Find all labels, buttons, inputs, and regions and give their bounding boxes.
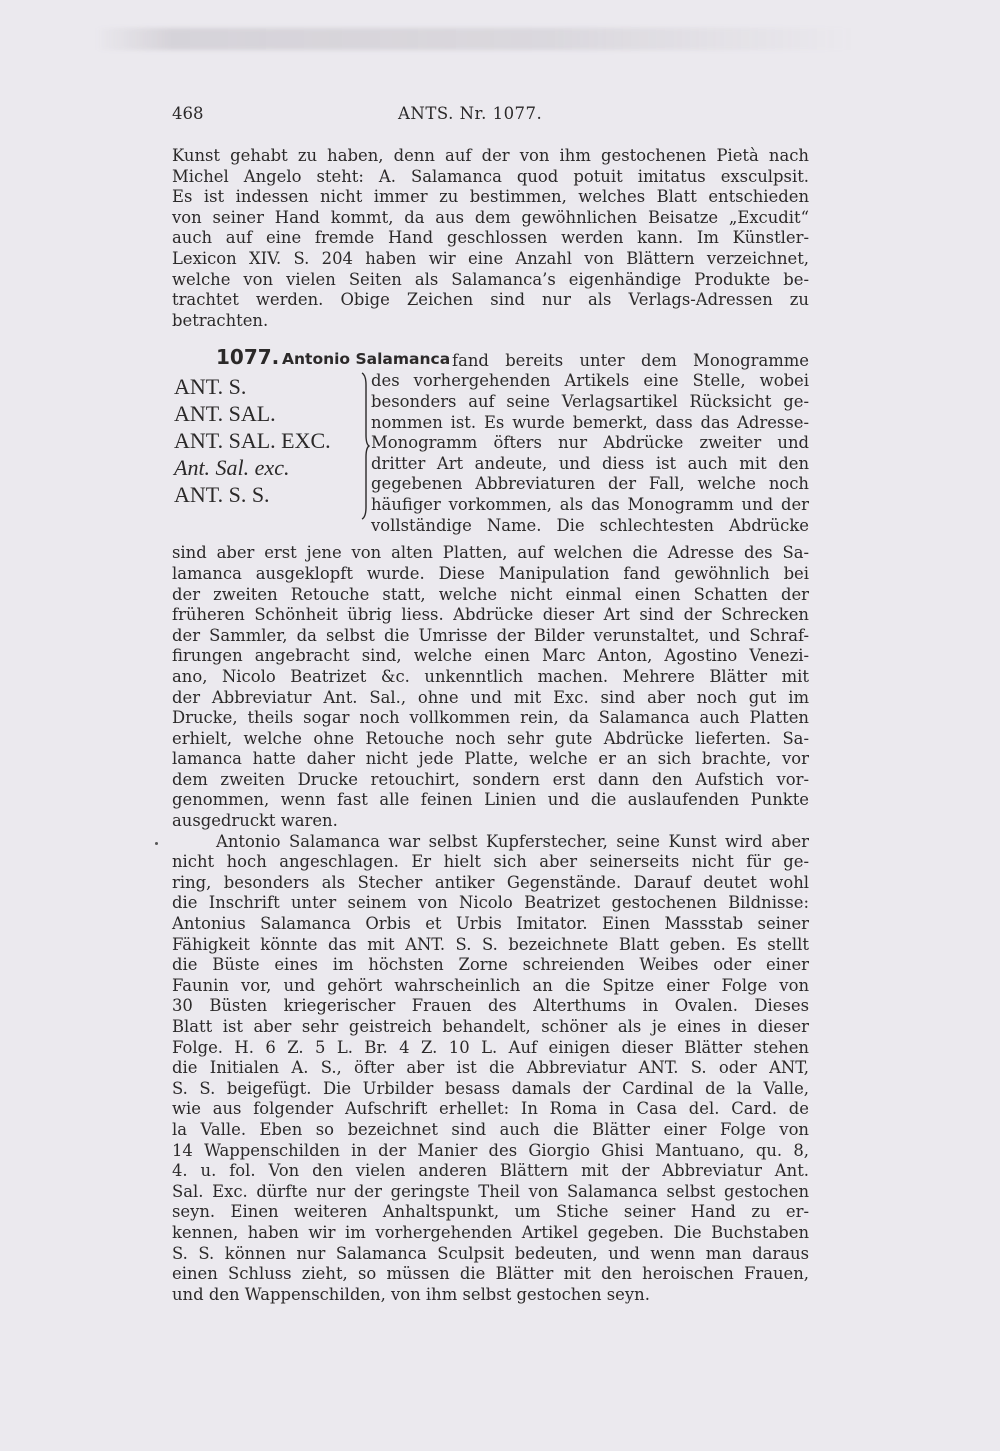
running-title: ANTS. Nr. 1077. — [398, 104, 543, 123]
text-line: sind aber erst jene von alten Platten, auf welchen die Adresse des Sa- — [172, 543, 809, 563]
monogram-mark: ANT. SAL. — [174, 401, 276, 427]
text-line: ring, besonders als Stecher antiker Gegenstände. Darauf deutet wohl — [172, 872, 809, 892]
text-line: erhielt, welche ohne Retouche noch sehr gute Abdrücke lieferten. Sa- — [172, 728, 809, 748]
text-line: von seiner Hand kommt, da aus dem gewöhnlichen Beisatze „Excudit“ — [172, 207, 809, 227]
paragraph-salamanca — [172, 832, 809, 1306]
monogram-mark: Ant. Sal. exc. — [174, 455, 290, 481]
text-line: lamanca hatte daher nicht jede Platte, welche er an sich brachte, vor — [172, 749, 809, 769]
text-line: trachtet werden. Obige Zeichen sind nur als Verlags-Adressen zu — [172, 290, 809, 310]
text-line: dritter Art andeute, und diess ist auch mit den — [371, 453, 809, 473]
text-line: firungen angebracht sind, welche einen Marc Anton, Agostino Venezi- — [172, 646, 809, 666]
text-line: Folge. H. 6 Z. 5 L. Br. 4 Z. 10 L. Auf einigen dieser Blätter stehen — [172, 1037, 809, 1057]
text-line: Faunin vor, und gehört wahrscheinlich an die Spitze einer Folge von — [172, 975, 809, 995]
text-line: 4. u. fol. Von den vielen anderen Blättern mit der Abbreviatur Ant. — [172, 1161, 809, 1181]
text-line: S. S. beigefügt. Die Urbilder besass damals der Cardinal de la Valle, — [172, 1078, 809, 1098]
text-line: die Initialen A. S., öfter aber ist die Abbreviatur ANT. S. oder ANT, — [172, 1058, 809, 1078]
text-line: die Inschrift unter seinem von Nicolo Beatrizet gestochenen Bildnisse: — [172, 893, 809, 913]
text-line: vollständige Name. Die schlechtesten Abdrücke — [371, 515, 809, 535]
text-line: der Sammler, da selbst die Umrisse der Bilder verunstaltet, und Schraf- — [172, 625, 809, 645]
page-number: 468 — [172, 104, 204, 123]
text-line: dem zweiten Drucke retouchirt, sondern erst dann den Aufstich vor- — [172, 769, 809, 789]
text-line: früheren Schönheit übrig liess. Abdrücke dieser Art sind der Schrecken — [172, 605, 809, 625]
text-line: besonders auf seine Verlagsartikel Rücksicht ge- — [371, 391, 809, 411]
text-line: Blatt ist aber sehr geistreich behandelt, schöner als je eines in dieser — [172, 1017, 809, 1036]
brace-icon — [360, 371, 370, 521]
text-line: kennen, haben wir im vorhergehenden Artikel gegeben. Die Buchstaben — [172, 1222, 809, 1242]
entry-artist-name: Antonio Salamanca — [282, 350, 451, 369]
text-line: ano, Nicolo Beatrizet &c. unkenntlich machen. Mehrere Blätter mit — [172, 666, 809, 686]
text-line: und den Wappenschilden, von ihm selbst gestochen seyn. — [172, 1284, 650, 1304]
catalog-entry-1077 — [172, 345, 809, 831]
text-line: betrachten. — [172, 310, 269, 330]
text-line: genommen, wenn fast alle feinen Linien und die auslaufenden Punkte — [172, 790, 809, 810]
text-line: Sal. Exc. dürfte nur der geringste Theil von Salamanca selbst gestochen — [172, 1181, 809, 1201]
text-line: häufiger vorkommen, als das Monogramm und der — [371, 494, 809, 514]
text-line: Lexicon XIV. S. 204 haben wir eine Anzahl von Blättern verzeichnet, — [172, 248, 809, 268]
paragraph-intro — [172, 146, 809, 331]
paragraph-continuation — [172, 543, 809, 831]
text-line: welche von vielen Seiten als Salamanca’s eigenhändige Produkte be- — [172, 269, 809, 289]
monogram-list — [174, 373, 364, 508]
text-line: Kunst gehabt zu haben, denn auf der von ihm gestochenen Pietà nach — [172, 146, 809, 165]
entry-heading — [172, 345, 809, 371]
monogram-mark: ANT. SAL. EXC. — [174, 428, 331, 454]
text-line: gegebenen Abbreviaturen der Fall, welche noch — [371, 474, 809, 494]
text-line: nicht hoch angeschlagen. Er hielt sich aber seinerseits nicht für ge- — [172, 852, 809, 872]
entry-number: 1077. — [216, 345, 280, 370]
entry-heading-text: fand bereits unter dem Monogramme — [452, 351, 809, 371]
text-line: des vorhergehenden Artikels eine Stelle, wobei — [371, 371, 809, 391]
text-line: wie aus folgender Aufschrift erhellet: In Roma in Casa del. Card. de — [172, 1099, 809, 1119]
bleed-through-shadow — [95, 28, 855, 50]
text-line: die Büste eines im höchsten Zorne schreienden Weibes oder einer — [172, 955, 809, 975]
text-line: Fähigkeit könnte das mit ANT. S. S. bezeichnete Blatt geben. Es stellt — [172, 934, 809, 954]
text-line: lamanca ausgeklopft wurde. Diese Manipulation fand gewöhnlich bei — [172, 563, 809, 583]
page — [172, 104, 809, 1305]
text-line: Antonius Salamanca Orbis et Urbis Imitator. Einen Massstab seiner — [172, 914, 809, 934]
running-header — [172, 104, 809, 128]
text-line: seyn. Einen weiteren Anhaltspunkt, um Stiche seiner Hand zu er- — [172, 1202, 809, 1222]
text-line: Monogramm öfters nur Abdrücke zweiter und — [371, 433, 809, 453]
text-line: S. S. können nur Salamanca Sculpsit bedeuten, und wenn man daraus — [172, 1243, 809, 1263]
margin-mark — [155, 842, 158, 845]
text-line: Michel Angelo steht: A. Salamanca quod potuit imitatus exsculpsit. — [172, 166, 809, 186]
text-line: la Valle. Eben so bezeichnet sind auch die Blätter einer Folge von — [172, 1119, 809, 1139]
text-line: ausgedruckt waren. — [172, 811, 338, 831]
text-line: Antonio Salamanca war selbst Kupferstecher, seine Kunst wird aber — [216, 831, 809, 851]
entry-side-text — [371, 371, 809, 536]
text-line: auch auf eine fremde Hand geschlossen werden kann. Im Künstler- — [172, 228, 809, 248]
text-line: einen Schluss zieht, so müssen die Blätter mit den heroischen Frauen, — [172, 1264, 809, 1284]
text-line: Es ist indessen nicht immer zu bestimmen, welches Blatt entschieden — [172, 187, 809, 207]
text-line: der zweiten Retouche statt, welche nicht einmal einen Schatten der — [172, 584, 809, 604]
text-line: Drucke, theils sogar noch vollkommen rein, da Salamanca auch Platten — [172, 708, 809, 728]
text-line: nommen ist. Es wurde bemerkt, dass das Adresse- — [371, 412, 809, 432]
monogram-mark: ANT. S. — [174, 374, 247, 400]
text-line: 30 Büsten kriegerischer Frauen des Alterthums in Ovalen. Dieses — [172, 996, 809, 1016]
text-line: der Abbreviatur Ant. Sal., ohne und mit Exc. sind aber noch gut im — [172, 687, 809, 707]
text-line: 14 Wappenschilden in der Manier des Giorgio Ghisi Mantuano, qu. 8, — [172, 1140, 809, 1160]
monogram-mark: ANT. S. S. — [174, 482, 270, 508]
